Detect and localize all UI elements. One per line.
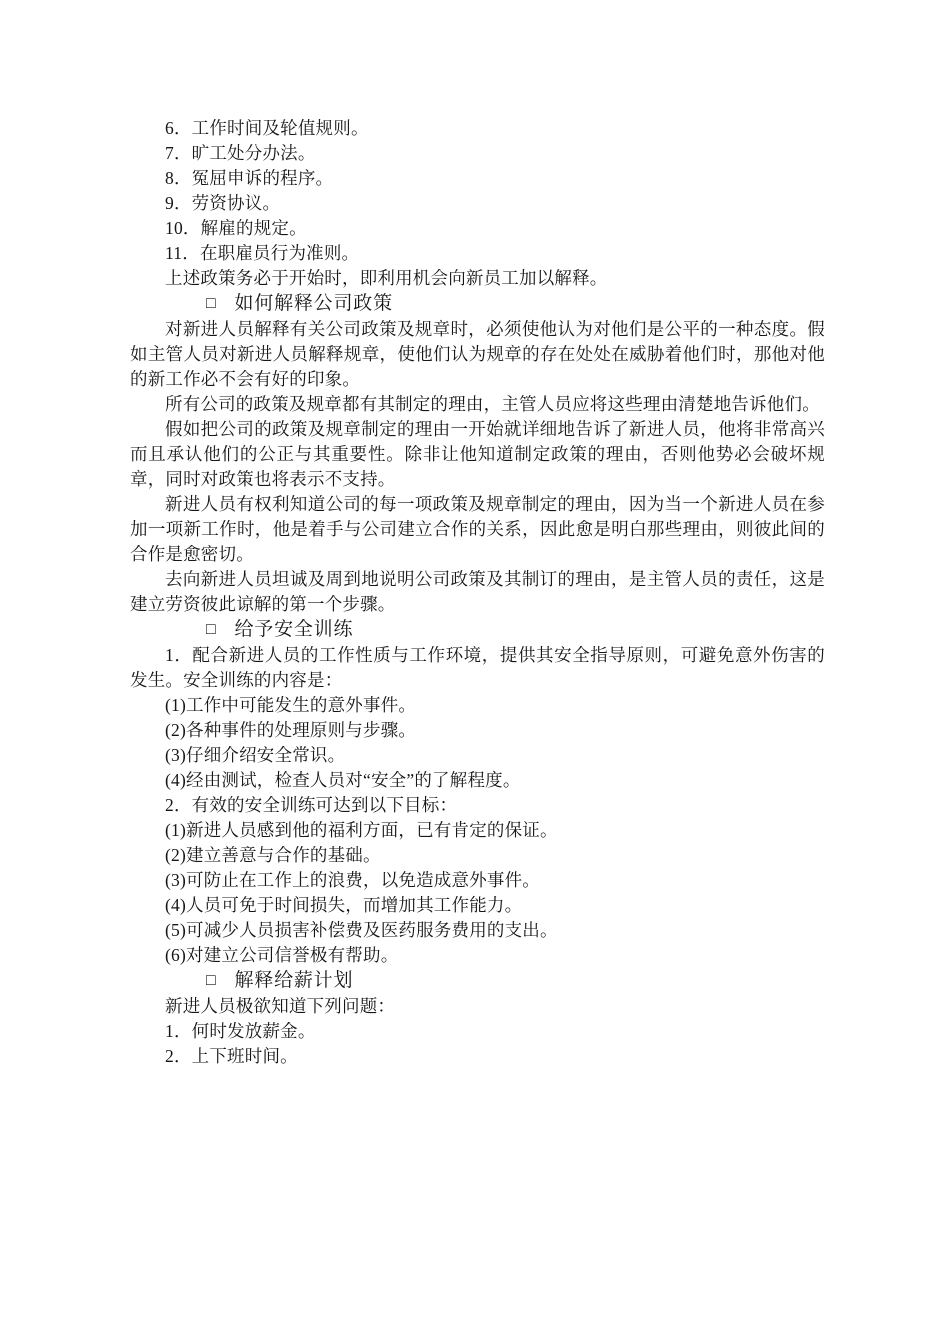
paragraph: 新进人员有权利知道公司的每一项政策及规章制定的理由，因为当一个新进人员在参加一项新工作时，他是着手与公司建立合作的关系，因此愈是明白那些理由，则彼此间的合作是愈密切。 [130,494,825,564]
section-heading [130,291,825,317]
section-heading-label: 解释给薪计划 [234,970,354,991]
paragraph: (3)仔细介绍安全常识。 [165,745,346,765]
section-heading [130,617,825,643]
paragraph: 6．工作时间及轮值规则。 [165,118,369,138]
section-heading [130,968,825,994]
paragraph: (2)各种事件的处理原则与步骤。 [165,720,417,740]
paragraph: 2．有效的安全训练可达到以下目标： [165,795,458,815]
paragraph: (5)可减少人员损害补偿费及医药服务费用的支出。 [165,920,558,940]
paragraph: 去向新进人员坦诚及周到地说明公司政策及其制订的理由，是主管人员的责任，这是建立劳资彼此谅解的第一个步骤。 [130,569,825,614]
paragraph: 1．何时发放薪金。 [165,1021,316,1041]
paragraph: 9．劳资协议。 [165,193,281,213]
paragraph: 新进人员极欲知道下列问题： [165,996,396,1016]
paragraph: 11．在职雇员行为准则。 [165,243,360,263]
square-bullet-icon: □ [206,972,217,989]
section-heading-label: 给予安全训练 [234,619,354,640]
paragraph: (4)经由测试，检查人员对“安全”的了解程度。 [165,770,521,790]
paragraph: (4)人员可免于时间损失，而增加其工作能力。 [165,895,523,915]
section-heading-label: 如何解释公司政策 [234,293,393,314]
paragraph: 10．解雇的规定。 [165,218,307,238]
paragraph: (1)工作中可能发生的意外事件。 [165,695,417,715]
square-bullet-icon: □ [206,295,217,312]
paragraph: 所有公司的政策及规章都有其制定的理由，主管人员应将这些理由清楚地告诉他们。 [165,394,820,414]
document-content [130,116,825,1069]
paragraph: 1．配合新进人员的工作性质与工作环境，提供其安全指导原则，可避免意外伤害的发生。安全训练的内容是： [130,645,825,690]
paragraph: (2)建立善意与合作的基础。 [165,845,381,865]
paragraph: (1)新进人员感到他的福利方面，已有肯定的保证。 [165,820,558,840]
paragraph: 2．上下班时间。 [165,1046,298,1066]
paragraph: (3)可防止在工作上的浪费，以免造成意外事件。 [165,870,541,890]
square-bullet-icon: □ [206,621,217,638]
paragraph: 7．旷工处分办法。 [165,143,316,163]
paragraph: 假如把公司的政策及规章制定的理由一开始就详细地告诉了新进人员，他将非常高兴而且承认他们的公正与其重要性。除非让他知道制定政策的理由，否则他势必会破坏规章，同时对政策也将表示不支持。 [130,419,825,489]
paragraph: 上述政策务必于开始时，即利用机会向新员工加以解释。 [165,268,608,288]
paragraph: (6)对建立公司信誉极有帮助。 [165,945,399,965]
paragraph: 8．冤屈申诉的程序。 [165,168,334,188]
paragraph: 对新进人员解释有关公司政策及规章时，必须使他认为对他们是公平的一种态度。假如主管人员对新进人员解释规章，使他们认为规章的存在处处在威胁着他们时，那他对他的新工作必不会有好的印象。 [130,319,825,389]
